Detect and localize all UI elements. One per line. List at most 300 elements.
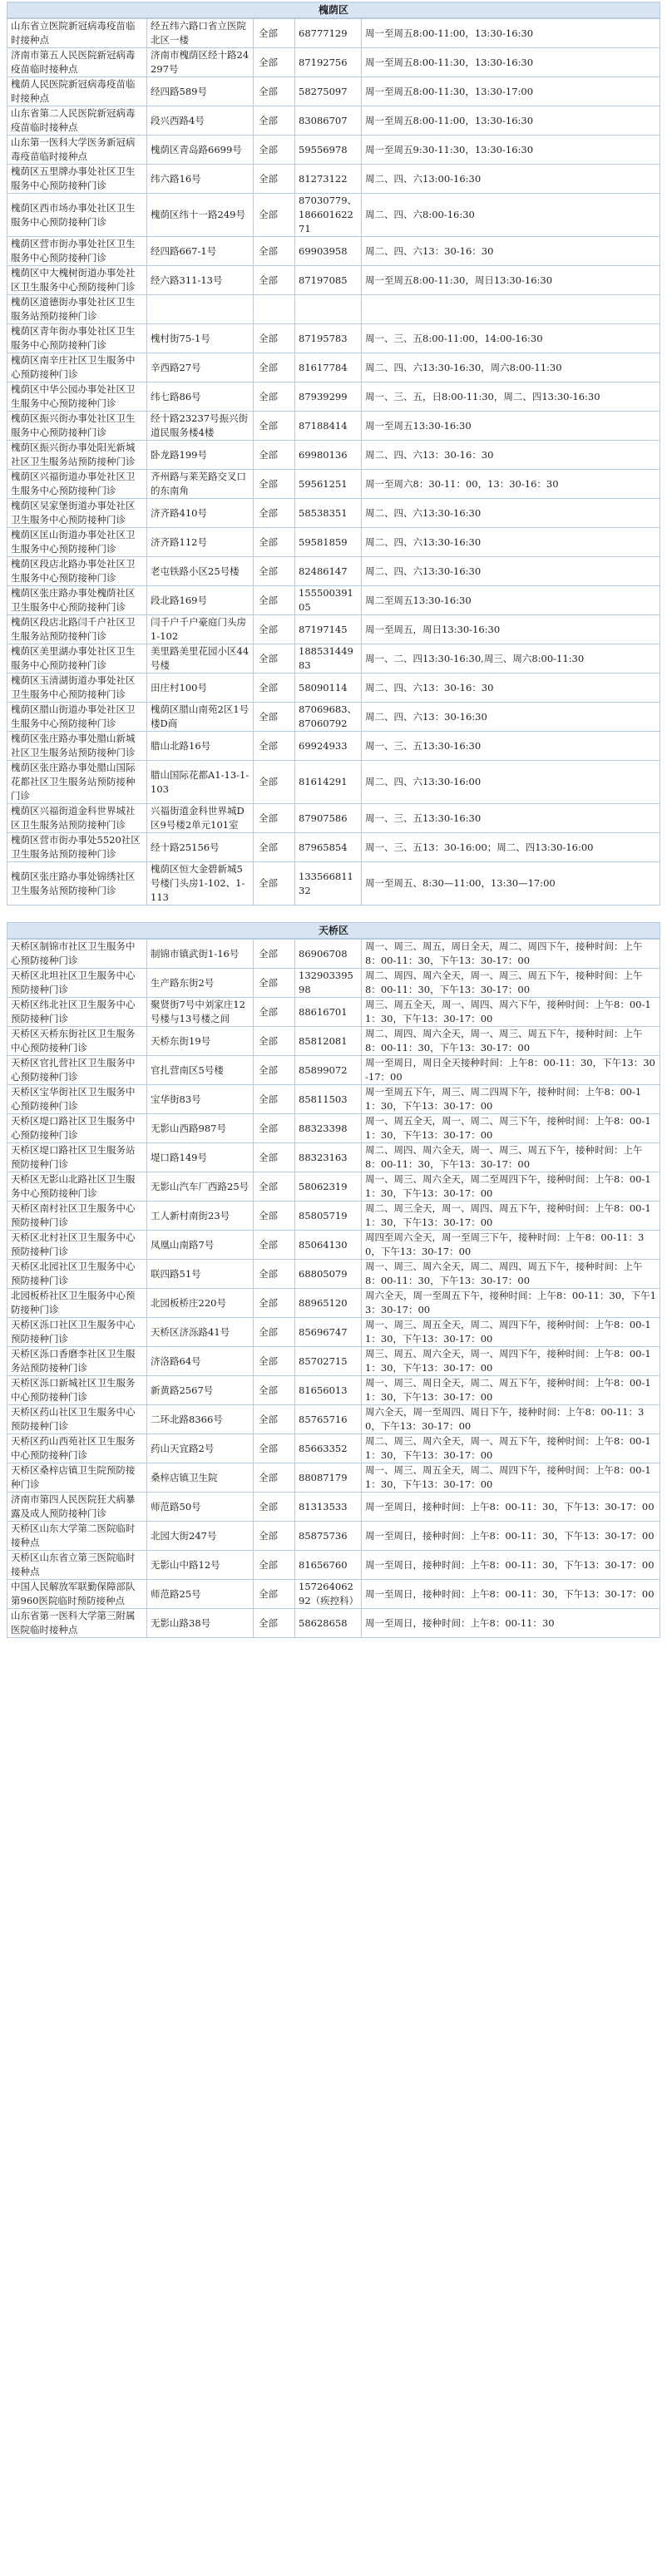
vaccine-scope: 全部 (254, 833, 295, 862)
vaccine-scope: 全部 (254, 441, 295, 470)
table-row (7, 412, 660, 441)
table-row (7, 1172, 660, 1202)
site-phone: 81313533 (295, 1493, 362, 1522)
site-name: 天桥区官扎营社区卫生服务中心预防接种门诊 (7, 1056, 147, 1085)
vaccine-scope: 全部 (254, 761, 295, 804)
table-row (7, 1260, 660, 1289)
table-row (7, 586, 660, 615)
site-phone: 86906708 (295, 940, 362, 969)
table-row (7, 1493, 660, 1522)
service-hours: 周二、四、六13:30-16:30 (362, 557, 660, 586)
vaccine-scope: 全部 (254, 165, 295, 194)
site-address: 齐州路与莱芜路交叉口的东南角 (147, 470, 254, 499)
site-phone: 59561251 (295, 470, 362, 499)
site-address: 新黄路2567号 (147, 1376, 254, 1405)
service-hours: 周一、周三、周五全天，周二、周四下午，接种时间：上午8：00-11：30，下午13：30-17：00 (362, 1463, 660, 1493)
site-address: 经十路23237号振兴街道民服务楼4楼 (147, 412, 254, 441)
site-phone: 85696747 (295, 1318, 362, 1347)
service-hours: 周一至周五8:00-11:30，周日13:30-16:30 (362, 266, 660, 295)
site-name: 中国人民解放军联勤保障部队第960医院临时预防接种点 (7, 1580, 147, 1609)
site-address: 槐村街75-1号 (147, 324, 254, 353)
service-hours: 周一至周五13:30-16:30 (362, 412, 660, 441)
service-hours: 周一至周六8：30-11：00，13：30-16：30 (362, 470, 660, 499)
vaccination-sites-sheet (7, 2, 660, 1638)
vaccine-scope: 全部 (254, 674, 295, 703)
site-name: 天桥区药山西苑社区卫生服务中心预防接种门诊 (7, 1434, 147, 1463)
service-hours: 周一、周三、周日全天，周二、周五下午，接种时间：上午8：00-11：30，下午13：30-17：00 (362, 1376, 660, 1405)
site-name: 天桥区北坦社区卫生服务中心预防接种门诊 (7, 969, 147, 998)
table-row (7, 237, 660, 266)
site-phone: 58062319 (295, 1172, 362, 1202)
site-phone: 88087179 (295, 1463, 362, 1493)
site-address: 工人新村南街23号 (147, 1202, 254, 1231)
site-name: 槐荫区青年街办事处社区卫生服务中心预防接种门诊 (7, 324, 147, 353)
service-hours: 周一、周三、周六全天，周二、周四、周五下午，接种时间：上午8：00-11：30，下午13：30-17：00 (362, 1260, 660, 1289)
site-address: 生产路东街2号 (147, 969, 254, 998)
service-hours: 周六全天，周一至周四、周日下午，接种时间：上午8：00-11：30，下午13：30-17：00 (362, 1405, 660, 1434)
table-row (7, 1289, 660, 1318)
vaccine-scope: 全部 (254, 1114, 295, 1143)
site-phone: 88323398 (295, 1114, 362, 1143)
table-row (7, 382, 660, 412)
table-row (7, 761, 660, 804)
service-hours: 周二至周五13:30-16:30 (362, 586, 660, 615)
table-row (7, 833, 660, 862)
site-name: 山东省第一医科大学第三附属医院临时接种点 (7, 1609, 147, 1638)
vaccine-scope: 全部 (254, 136, 295, 165)
site-phone: 81273122 (295, 165, 362, 194)
service-hours: 周一至周五8:00-11:30，13:30-16:30 (362, 48, 660, 77)
site-phone: 88616701 (295, 998, 362, 1027)
site-name: 槐荫区段店北路办事处社区卫生服务中心预防接种门诊 (7, 557, 147, 586)
vaccine-scope: 全部 (254, 940, 295, 969)
vaccine-scope: 全部 (254, 106, 295, 136)
service-hours: 周一、三、五13:30-16:30 (362, 804, 660, 833)
service-hours: 周二、四、六13：30-16:30 (362, 703, 660, 732)
table-row (7, 1085, 660, 1114)
service-hours: 周一至周五8:00-11:00，13:30-16:30 (362, 106, 660, 136)
table-row (7, 998, 660, 1027)
service-hours: 周一至周日，接种时间：上午8：00-11：30，下午13：30-17：00 (362, 1551, 660, 1580)
site-name: 槐荫区匡山街道办事处社区卫生服务中心预防接种门诊 (7, 528, 147, 557)
vaccine-scope: 全部 (254, 237, 295, 266)
service-hours: 周一至周日，接种时间：上午8：00-11：30，下午13：30-17：00 (362, 1522, 660, 1551)
vaccine-scope: 全部 (254, 194, 295, 237)
site-address: 闫千户千户豪庭门头房1-102 (147, 615, 254, 644)
table-row (7, 557, 660, 586)
site-name: 槐荫区中大槐树街道办事处社区卫生服务中心预防接种门诊 (7, 266, 147, 295)
table-row (7, 1114, 660, 1143)
vaccine-scope: 全部 (254, 1580, 295, 1609)
table-row (7, 499, 660, 528)
site-phone: 58275097 (295, 77, 362, 106)
site-address: 二环北路8366号 (147, 1405, 254, 1434)
site-name: 北园板桥社区卫生服务中心预防接种门诊 (7, 1289, 147, 1318)
site-address: 桑梓店镇卫生院 (147, 1463, 254, 1493)
vaccine-scope: 全部 (254, 1376, 295, 1405)
site-phone: 83086707 (295, 106, 362, 136)
site-address: 无影山路38号 (147, 1609, 254, 1638)
site-name: 天桥区桑梓店镇卫生院预防接种门诊 (7, 1463, 147, 1493)
site-name: 天桥区堤口路社区卫生服务中心预防接种门诊 (7, 1114, 147, 1143)
service-hours: 周六全天，周一至周五下午，接种时间：上午8：00-11：30，下午13：30-17：00 (362, 1289, 660, 1318)
vaccine-scope: 全部 (254, 804, 295, 833)
site-name: 天桥区堤口路社区卫生服务站预防接种门诊 (7, 1143, 147, 1172)
site-phone: 81617784 (295, 353, 362, 382)
service-hours: 周一至周日，周日全天接种时间：上午8：00-11：30，下午13：30-17：00 (362, 1056, 660, 1085)
site-address: 纬六路16号 (147, 165, 254, 194)
site-phone: 85663352 (295, 1434, 362, 1463)
site-address: 药山天宜路2号 (147, 1434, 254, 1463)
table-row (7, 1231, 660, 1260)
site-address: 辛西路27号 (147, 353, 254, 382)
vaccine-scope (254, 295, 295, 324)
site-name: 槐荫区张庄路办事处槐荫社区卫生服务中心预防接种门诊 (7, 586, 147, 615)
vaccine-scope: 全部 (254, 412, 295, 441)
site-phone: 85811503 (295, 1085, 362, 1114)
site-address: 段兴西路4号 (147, 106, 254, 136)
vaccine-scope: 全部 (254, 1143, 295, 1172)
site-name: 天桥区制锦市社区卫生服务中心预防接种门诊 (7, 940, 147, 969)
vaccine-scope: 全部 (254, 969, 295, 998)
vaccine-scope: 全部 (254, 1522, 295, 1551)
vaccine-scope: 全部 (254, 1085, 295, 1114)
service-hours: 周二、四、六13:30-16:30，周六8:00-11:30 (362, 353, 660, 382)
section-title-huaiyin: 槐荫区 (7, 2, 660, 18)
vaccine-scope: 全部 (254, 77, 295, 106)
site-address: 无影山中路12号 (147, 1551, 254, 1580)
service-hours: 周一、三、五13:30-16:30 (362, 732, 660, 761)
site-address: 纬七路86号 (147, 382, 254, 412)
service-hours: 周一、三、五13：30-16:00；周二、四13:30-16:00 (362, 833, 660, 862)
table-row (7, 644, 660, 674)
site-name: 槐荫区美里湖办事处社区卫生服务中心预防接种门诊 (7, 644, 147, 674)
site-phone: 69980136 (295, 441, 362, 470)
site-address: 老屯铁路小区25号楼 (147, 557, 254, 586)
service-hours: 周二、四、六13：30-16：30 (362, 674, 660, 703)
table-row (7, 136, 660, 165)
vaccine-scope: 全部 (254, 1289, 295, 1318)
site-phone: 69903958 (295, 237, 362, 266)
vaccine-scope: 全部 (254, 1347, 295, 1376)
site-name: 槐荫人民医院新冠病毒疫苗临时接种点 (7, 77, 147, 106)
site-address: 宝华街83号 (147, 1085, 254, 1114)
table-row (7, 1027, 660, 1056)
vaccine-scope: 全部 (254, 998, 295, 1027)
site-name: 天桥区泺口社区卫生服务中心预防接种门诊 (7, 1318, 147, 1347)
site-phone: 87188414 (295, 412, 362, 441)
service-hours: 周二、周四、周六全天，周一、周三、周五下午，接种时间：上午8：00-11：30，下午13：30-17：00 (362, 1143, 660, 1172)
site-phone: 58538351 (295, 499, 362, 528)
site-phone: 87939299 (295, 382, 362, 412)
site-phone: 85064130 (295, 1231, 362, 1260)
site-phone: 88323163 (295, 1143, 362, 1172)
vaccine-scope: 全部 (254, 470, 295, 499)
table-row (7, 1318, 660, 1347)
site-phone: 87069683、87060792 (295, 703, 362, 732)
site-phone: 18853144983 (295, 644, 362, 674)
site-phone: 85702715 (295, 1347, 362, 1376)
service-hours: 周三、周五全天，周一、周四、周六下午，接种时间：上午8：00-11：30，下午13：30-17：00 (362, 998, 660, 1027)
site-name: 槐荫区张庄路办事处锦绣社区卫生服务站预防接种门诊 (7, 862, 147, 906)
table-row (7, 862, 660, 906)
service-hours: 周二、四、六13：30-16：30 (362, 237, 660, 266)
table-row (7, 1405, 660, 1434)
site-name: 天桥区北村社区卫生服务中心预防接种门诊 (7, 1231, 147, 1260)
table-row (7, 703, 660, 732)
site-name: 天桥区天桥东街社区卫生服务中心预防接种门诊 (7, 1027, 147, 1056)
table-row (7, 295, 660, 324)
service-hours: 周二、四、六13:00-16:30 (362, 165, 660, 194)
site-phone: 82486147 (295, 557, 362, 586)
service-hours: 周一、周三、周六全天，周二至周四下午，接种时间：上午8：00-11：30，下午13：30-17：00 (362, 1172, 660, 1202)
service-hours: 周一至周五、8:30—11:00，13:30—17:00 (362, 862, 660, 906)
site-name: 槐荫区营市街办事处社区卫生服务中心预防接种门诊 (7, 237, 147, 266)
site-address: 卧龙路199号 (147, 441, 254, 470)
site-name: 槐荫区道德街办事处社区卫生服务站预防接种门诊 (7, 295, 147, 324)
site-phone: 81656760 (295, 1551, 362, 1580)
vaccine-scope: 全部 (254, 615, 295, 644)
site-address: 田庄村100号 (147, 674, 254, 703)
site-phone: 88965120 (295, 1289, 362, 1318)
service-hours: 周一至周日，接种时间：上午8：00-11：30 (362, 1609, 660, 1638)
table-row (7, 1580, 660, 1609)
vaccine-scope: 全部 (254, 586, 295, 615)
site-name: 天桥区纬北社区卫生服务中心预防接种门诊 (7, 998, 147, 1027)
table-row (7, 1376, 660, 1405)
service-hours: 周二、四、六8:00-16:30 (362, 194, 660, 237)
site-phone: 87192756 (295, 48, 362, 77)
vaccine-scope: 全部 (254, 1405, 295, 1434)
site-phone: 81614291 (295, 761, 362, 804)
table-row (7, 353, 660, 382)
site-address: 经五纬六路口省立医院北区一楼 (147, 19, 254, 48)
site-name: 天桥区北园社区卫生服务中心预防接种门诊 (7, 1260, 147, 1289)
table-row (7, 266, 660, 295)
site-name: 槐荫区吴家堡街道办事处社区卫生服务中心预防接种门诊 (7, 499, 147, 528)
vaccine-scope: 全部 (254, 1493, 295, 1522)
site-name: 天桥区泺口新城社区卫生服务中心预防接种门诊 (7, 1376, 147, 1405)
table-row (7, 1143, 660, 1172)
site-address: 槐荫区腊山南苑2区1号楼D商 (147, 703, 254, 732)
site-phone: 58090114 (295, 674, 362, 703)
section-title-tianqiao: 天桥区 (7, 922, 660, 939)
vaccine-scope: 全部 (254, 1434, 295, 1463)
site-phone: 15726406292（疾控科） (295, 1580, 362, 1609)
site-phone: 85765716 (295, 1405, 362, 1434)
site-phone: 69924933 (295, 732, 362, 761)
site-name: 山东第一医科大学医务新冠病毒疫苗临时接种点 (7, 136, 147, 165)
site-address: 凤凰山南路7号 (147, 1231, 254, 1260)
site-phone: 81656013 (295, 1376, 362, 1405)
site-address: 天桥区济泺路41号 (147, 1318, 254, 1347)
table-row (7, 19, 660, 48)
table-row (7, 732, 660, 761)
site-phone: 87197145 (295, 615, 362, 644)
site-address: 师范路50号 (147, 1493, 254, 1522)
service-hours: 周一、周三、周五全天，周二、周四下午，接种时间：上午8：00-11：30，下午13：30-17：00 (362, 1318, 660, 1347)
table-row (7, 615, 660, 644)
service-hours: 周二、四、六13:30-16:30 (362, 499, 660, 528)
table-row (7, 528, 660, 557)
vaccine-scope: 全部 (254, 1551, 295, 1580)
table-row (7, 940, 660, 969)
vaccine-scope: 全部 (254, 1202, 295, 1231)
site-address: 经六路311-13号 (147, 266, 254, 295)
site-name: 槐荫区中华公园办事处社区卫生服务中心预防接种门诊 (7, 382, 147, 412)
service-hours: 周一至周五8:00-11:00，13:30-16:30 (362, 19, 660, 48)
site-name: 天桥区山东大学第二医院临时接种点 (7, 1522, 147, 1551)
site-address: 堤口路149号 (147, 1143, 254, 1172)
vaccine-scope: 全部 (254, 1231, 295, 1260)
site-address: 北园板桥庄220号 (147, 1289, 254, 1318)
site-name: 天桥区药山社区卫生服务中心预防接种门诊 (7, 1405, 147, 1434)
site-phone: 85812081 (295, 1027, 362, 1056)
table-row (7, 324, 660, 353)
site-phone: 68777129 (295, 19, 362, 48)
table-row (7, 441, 660, 470)
service-hours: 周一至周日，接种时间：上午8：00-11：30，下午13：30-17：00 (362, 1580, 660, 1609)
site-address: 经四路589号 (147, 77, 254, 106)
table-row (7, 1347, 660, 1376)
service-hours: 周一至周五9:30-11:30，13:30-16:30 (362, 136, 660, 165)
site-name: 济南市第四人民医院狂犬病暴露及成人预防接种门诊 (7, 1493, 147, 1522)
site-phone: 59556978 (295, 136, 362, 165)
service-hours (362, 295, 660, 324)
site-name: 山东省立医院新冠病毒疫苗临时接种点 (7, 19, 147, 48)
site-phone: 87965854 (295, 833, 362, 862)
site-phone: 85875736 (295, 1522, 362, 1551)
site-phone: 87197085 (295, 266, 362, 295)
site-address: 兴福街道金科世界城D区9号楼2单元101室 (147, 804, 254, 833)
table-row (7, 48, 660, 77)
service-hours: 周二、四、六13：30-16：30 (362, 441, 660, 470)
site-phone: 13356681132 (295, 862, 362, 906)
table-row (7, 1609, 660, 1638)
site-name: 槐荫区玉清湖街道办事处社区卫生服务中心预防接种门诊 (7, 674, 147, 703)
table-row (7, 77, 660, 106)
table-row (7, 969, 660, 998)
site-address: 师范路25号 (147, 1580, 254, 1609)
vaccine-scope: 全部 (254, 1172, 295, 1202)
site-address: 官扎营南区5号楼 (147, 1056, 254, 1085)
service-hours: 周二、周四、周六全天，周一、周三、周五下午，接种时间：上午8：00-11：30，下午13：30-17：00 (362, 969, 660, 998)
service-hours: 周一、二、四13:30-16:30,周三、周六8:00-11:30 (362, 644, 660, 674)
site-name: 槐荫区五里牌办事处社区卫生服务中心预防接种门诊 (7, 165, 147, 194)
site-address: 腊山国际花都A1-13-1-103 (147, 761, 254, 804)
table-row (7, 1463, 660, 1493)
site-phone: 85805719 (295, 1202, 362, 1231)
site-name: 槐荫区南辛庄社区卫生服务中心预防接种门诊 (7, 353, 147, 382)
site-phone: 13290339598 (295, 969, 362, 998)
site-name: 槐荫区张庄路办事处腊山国际花都社区卫生服务站预防接种门诊 (7, 761, 147, 804)
site-name: 天桥区山东省立第三医院临时接种点 (7, 1551, 147, 1580)
table-row (7, 106, 660, 136)
service-hours: 周二、四、六13:30-16:00 (362, 761, 660, 804)
site-address: 美里路美里花园小区44号楼 (147, 644, 254, 674)
site-name: 天桥区宝华街社区卫生服务中心预防接种门诊 (7, 1085, 147, 1114)
site-phone: 87907586 (295, 804, 362, 833)
site-name: 天桥区南村社区卫生服务中心预防接种门诊 (7, 1202, 147, 1231)
table-row (7, 470, 660, 499)
site-phone: 85899072 (295, 1056, 362, 1085)
site-address: 槐荫区青岛路6699号 (147, 136, 254, 165)
site-name: 槐荫区振兴街办事处阳光新城社区卫生服务站预防接种门诊 (7, 441, 147, 470)
service-hours: 周一、周五全天，周一、周二、周三下午，接种时间：上午8：00-11：30，下午13：30-17：00 (362, 1114, 660, 1143)
table-row (7, 1434, 660, 1463)
site-address: 槐荫区纬十一路249号 (147, 194, 254, 237)
site-name: 槐荫区腊山街道办事处社区卫生服务中心预防接种门诊 (7, 703, 147, 732)
site-name: 槐荫区兴福街道办事处社区卫生服务中心预防接种门诊 (7, 470, 147, 499)
vaccine-scope: 全部 (254, 48, 295, 77)
vaccine-scope: 全部 (254, 266, 295, 295)
service-hours: 周三、周五、周六全天，周一、周四下午，接种时间：上午8：00-11：30，下午13：30-17：00 (362, 1347, 660, 1376)
site-address: 无影山汽车厂西路25号 (147, 1172, 254, 1202)
site-phone: 87030779、18660162271 (295, 194, 362, 237)
site-phone: 59581859 (295, 528, 362, 557)
site-name: 槐荫区振兴街办事处社区卫生服务中心预防接种门诊 (7, 412, 147, 441)
site-address: 段北路169号 (147, 586, 254, 615)
service-hours: 周一至周五下午，周三、周二四周下午，接种时间：上午8：00-11：30，下午13：30-17：00 (362, 1085, 660, 1114)
site-address: 济洛路64号 (147, 1347, 254, 1376)
service-hours: 周四至周六全天，周一至周三下午，接种时间：上午8：00-11：30，下午13：30-17：00 (362, 1231, 660, 1260)
vaccine-scope: 全部 (254, 499, 295, 528)
site-phone: 68805079 (295, 1260, 362, 1289)
vaccine-scope: 全部 (254, 862, 295, 906)
table-row (7, 1202, 660, 1231)
service-hours: 周二、周三全天，周一、周四、周五下午，接种时间：上午8：00-11：30，下午13：30-17：00 (362, 1202, 660, 1231)
site-address: 无影山西路987号 (147, 1114, 254, 1143)
vaccine-scope: 全部 (254, 324, 295, 353)
site-address: 天桥东街19号 (147, 1027, 254, 1056)
site-name: 槐荫区段店北路闫千户社区卫生服务站预防接种门诊 (7, 615, 147, 644)
site-address: 制锦市镇武街1-16号 (147, 940, 254, 969)
site-name: 山东省第二人民医院新冠病毒疫苗临时接种点 (7, 106, 147, 136)
table-huaiyin (7, 18, 660, 906)
vaccine-scope: 全部 (254, 557, 295, 586)
site-phone: 87195783 (295, 324, 362, 353)
vaccine-scope: 全部 (254, 703, 295, 732)
service-hours: 周一至周日，接种时间：上午8：00-11：30，下午13：30-17：00 (362, 1493, 660, 1522)
table-row (7, 1056, 660, 1085)
vaccine-scope: 全部 (254, 353, 295, 382)
table-row (7, 1551, 660, 1580)
service-hours: 周一、三、五8:00-11:00，14:00-16:30 (362, 324, 660, 353)
site-name: 槐荫区兴福街道金科世界城社区卫生服务站预防接种门诊 (7, 804, 147, 833)
service-hours: 周二、周四、周六全天，周一、周三、周五下午，接种时间：上午8：00-11：30，下午13：30-17：00 (362, 1027, 660, 1056)
site-name: 槐荫区西市场办事处社区卫生服务中心预防接种门诊 (7, 194, 147, 237)
vaccine-scope: 全部 (254, 1027, 295, 1056)
table-row (7, 194, 660, 237)
site-phone: 58628658 (295, 1609, 362, 1638)
table-row (7, 674, 660, 703)
site-name: 天桥区泺口香磨李社区卫生服务站预防接种门诊 (7, 1347, 147, 1376)
site-phone: 15550039105 (295, 586, 362, 615)
site-address (147, 295, 254, 324)
site-name: 济南市第五人民医院新冠病毒疫苗临时接种点 (7, 48, 147, 77)
vaccine-scope: 全部 (254, 19, 295, 48)
vaccine-scope: 全部 (254, 644, 295, 674)
vaccine-scope: 全部 (254, 528, 295, 557)
service-hours: 周二、周三、周六全天，周一、周五下午，接种时间：上午8：00-11：30，下午13：30-17：00 (362, 1434, 660, 1463)
vaccine-scope: 全部 (254, 1056, 295, 1085)
vaccine-scope: 全部 (254, 732, 295, 761)
vaccine-scope: 全部 (254, 1318, 295, 1347)
site-name: 槐荫区营市街办事处5520社区卫生服务站预防接种门诊 (7, 833, 147, 862)
table-tianqiao (7, 939, 660, 1638)
service-hours: 周一至周五，周日13:30-16:30 (362, 615, 660, 644)
service-hours: 周二、四、六13:30-16:30 (362, 528, 660, 557)
